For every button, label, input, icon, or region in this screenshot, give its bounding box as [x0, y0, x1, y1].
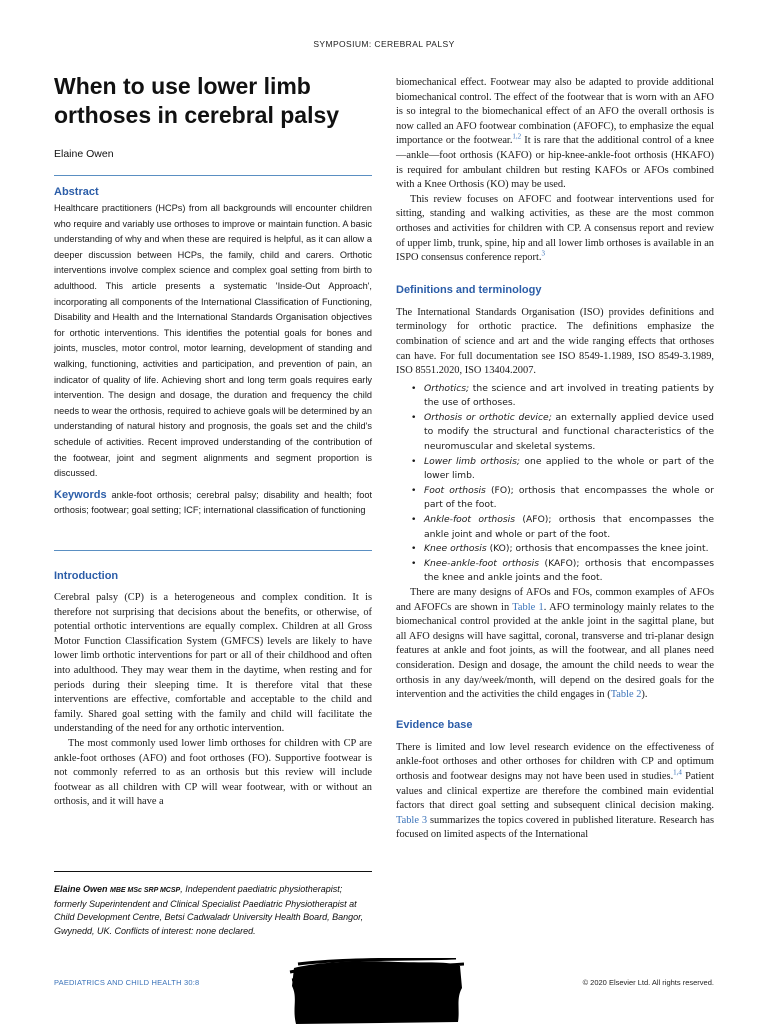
definition-term: Orthosis or orthotic device; — [424, 411, 552, 423]
right-paragraph-3 — [396, 586, 714, 703]
definition-item — [411, 557, 714, 586]
definition-item — [411, 455, 715, 484]
citation-ref-1-4[interactable]: 1,4 — [673, 768, 682, 777]
table-1-link[interactable]: Table 1 — [512, 601, 544, 613]
definition-description: an externally applied device used to modify the structural and functional characteristics of the neuromuscular and skeletal systems. — [424, 411, 715, 453]
introduction-paragraph-2: The most commonly used lower limb orthoses for children with CP are ankle-foot orthoses (AFO) and foot orthoses (FO). Supportive footwear is not commonly referred to as an orthosis but this review will include footwear as all children with CP will wear footwear, with or without an orthosis, and it will have a — [54, 737, 372, 808]
table-2-link[interactable]: Table 2 — [610, 689, 642, 701]
definition-term: Knee orthosis — [424, 543, 487, 555]
definition-term: Lower limb orthosis; — [424, 455, 520, 467]
definition-description: (FO); orthosis that encompasses the whole or part of the foot. — [424, 484, 714, 511]
right-paragraph-3-text-b: . AFO terminology mainly relates to the biomechanical control provided at the ankle joint in the sagittal plane, but all AFO designs will have sagittal, coronal, transverse and tri-planar design features at ankle and foot joints, as will the footwear, and all planes need consideration. Design and dosage, the amount the child needs to wear the orthosis in any day/week/month, will depend on the desired goals for the intervention and the activities the child engages in ( — [396, 601, 714, 701]
introduction-body — [54, 591, 372, 810]
bullet-icon: • — [411, 455, 417, 467]
bullet-icon: • — [411, 411, 417, 423]
definitions-list — [396, 382, 714, 586]
definition-description: (KO); orthosis that encompasses the knee joint. — [486, 543, 709, 555]
abstract-text: Healthcare practitioners (HCPs) from all backgrounds will encounter children who require and variably use orthoses to improve or maintain function. A basic understanding of why and when these are required is helpful, as it can allow a deeper discussion between HCPs, the family, child and carers. Orthotic interventions involve complex science and complex goal setting from birth to adulthood. This article presents a systematic 'Inside-Out Approach', incorporating all components of the International Classification of Functioning, Disability and Health and the International Standards Organisation objectives for orthotic interventions. This identifies the potential goals for bones and joints, muscles, motor control, motor learning, development of standing and walking, functioning, activities and participation, and prevention of pain, an indicator of quality of life. Achieving short and long term goals requires early intervention. The design and dosage, the duration and frequency the child needs to wear the orthosis, required to achieve goals will be determined by an understanding of natural history and prognosis, the goals set and the child's schedule of activities. Recent improved understanding of the contribution of the footwear, joint and segment alignments and segment proportion is discussed. — [54, 203, 372, 479]
definitions-heading: Definitions and terminology — [396, 283, 542, 296]
author-footnote — [54, 883, 372, 938]
table-3-link[interactable]: Table 3 — [396, 814, 428, 826]
right-paragraph-4-text-a: There is limited and low level research evidence on the effectiveness of ankle-foot orthoses and other orthoses for children with CP and optimum orthosis and footwear designs may not have been used in studies. — [396, 741, 714, 782]
left-column — [54, 72, 372, 519]
introduction-paragraph-1: Cerebral palsy (CP) is a heterogeneous and complex condition. It is therefore not surprising that decisions about the benefits, or otherwise, of potential orthotic interventions are equally complex. Children at all Gross Motor Function Classification System (GMFCS) levels are likely to have lower limb orthotic interventions for part or all of their childhood and often into adulthood. They may wear them in the daytime, when resting and for periods during their sleeping time. It is therefore vital that these interventions are effective, comfortable and acceptable to the child and family. Shared goal setting with the family and child will facilitate the understanding of the need for any orthotic intervention. — [54, 592, 372, 735]
article-title-line-2: orthoses in cerebral palsy — [54, 102, 340, 128]
right-paragraph-3-text-a: There are many designs of AFOs and FOs, common examples of AFOs and AFOFCs are shown in — [396, 587, 714, 613]
definition-item — [411, 513, 714, 542]
right-paragraph-4 — [396, 741, 714, 843]
evidence-base-heading: Evidence base — [396, 718, 473, 731]
footer-journal[interactable]: PAEDIATRICS AND CHILD HEALTH 30:8 — [54, 978, 200, 987]
footnote-credentials: MBE MSc SRP MCSP — [110, 887, 181, 894]
right-paragraph-3-text-c: ). — [641, 689, 648, 701]
definition-item — [411, 484, 714, 513]
definition-term: Foot orthosis — [424, 484, 486, 496]
keywords-paragraph — [54, 488, 372, 519]
footnote-author-name: Elaine Owen — [54, 884, 108, 894]
right-paragraph-4-text-b: Patient values and clinical expertize are therefore the combined main evidential factors that direct goal setting and subsequent clinical decision making. — [396, 770, 714, 812]
bullet-icon: • — [411, 382, 417, 394]
citation-ref-3[interactable]: 3 — [541, 249, 545, 258]
right-paragraph-2 — [396, 193, 714, 266]
bullet-icon: • — [411, 514, 417, 526]
keywords-list: ankle-foot orthosis; cerebral palsy; disability and health; foot orthosis; footwear; goal setting; ICF; international classification of functioning — [54, 489, 372, 516]
definition-description: (KAFO); orthosis that encompasses the knee and ankle joints and the foot. — [424, 557, 714, 584]
footnote-rule — [54, 871, 372, 872]
footer-copyright: © 2020 Elsevier Ltd. All rights reserved. — [582, 978, 714, 987]
bullet-icon: • — [411, 543, 417, 555]
article-title-line-1: When to use lower limb — [54, 73, 311, 99]
definition-item — [411, 411, 715, 455]
definitions-intro: The International Standards Organisation (ISO) provides definitions and terminology for orthotic practice. The definitions emphasize the combination of science and art and the wide ranging effects that orthoses can have. For full documentation see ISO 8549-1.1989, ISO 8549-3.1989, ISO 8551.2020, ISO 13404.2007. — [396, 306, 714, 377]
article-title — [54, 72, 372, 130]
definition-term: Orthotics; — [424, 382, 470, 394]
right-column — [396, 76, 714, 843]
redaction-scribble-fill — [292, 961, 462, 1024]
definition-description: (AFO); orthosis that encompasses the ankle joint and whole or part of the foot. — [424, 514, 714, 540]
abstract-top-rule — [54, 175, 372, 176]
right-paragraph-2-text: This review focuses on AFOFC and footwear interventions used for sitting, standing and walking activities, as these are the most common orthoses and activities for children with CP. A consensus report and review of upper limb, trunk, spine, hip and all lower limb orthoses is available in an ISPO consensus conference report. — [396, 193, 714, 264]
definition-item — [411, 542, 714, 557]
definition-description: one applied to the whole or part of the lower limb. — [424, 455, 715, 482]
right-paragraph-1-text-b: It is rare that the additional control of a knee—ankle—foot orthosis (KAFO) or hip-knee-ankle-foot orthosis (HKAFO) is required for ambulant children but resting KAFOs or AFOs combined with a Knee Orthosis (KO) may be used. — [396, 135, 714, 191]
definition-term: Knee-ankle-foot orthosis — [424, 557, 539, 569]
footnote-text: , Independent paediatric physiotherapist; formerly Superintendent and Clinical Specialist Paediatric Physiotherapist at Child Development Centre, Betsi Cadwaladr University Health Board, Bangor, Gwynedd, UK. Conflicts of interest: none declared. — [54, 884, 364, 936]
running-header: SYMPOSIUM: CEREBRAL PALSY — [313, 39, 455, 49]
right-paragraph-4-text-c: summarizes the topics covered in published literature. Research has focused on limited aspects of the International — [396, 814, 714, 841]
abstract-bottom-rule — [54, 550, 372, 551]
keywords-heading: Keywords — [54, 488, 107, 501]
bullet-icon: • — [411, 557, 417, 569]
author-name: Elaine Owen — [54, 148, 114, 160]
bullet-icon: • — [411, 484, 417, 496]
right-paragraph-1 — [396, 76, 714, 193]
definition-item — [411, 382, 714, 411]
definition-description: the science and art involved in treating patients by the use of orthoses. — [424, 382, 714, 409]
definition-term: Ankle-foot orthosis — [424, 514, 516, 526]
introduction-heading: Introduction — [54, 570, 119, 582]
citation-ref-1-2[interactable]: 1,2 — [512, 132, 522, 141]
abstract-heading: Abstract — [54, 186, 99, 198]
right-paragraph-1-text-a: biomechanical effect. Footwear may also be adapted to provide additional biomechanical control. The effect of the footwear that is worn with an AFO is so integral to the biomechanical effect of an AFO the overall orthosis is now called an AFO footwear combination (AFOFC), to emphasize the equal importance or the footwear. — [396, 77, 714, 147]
redaction-scribble — [288, 958, 464, 1024]
